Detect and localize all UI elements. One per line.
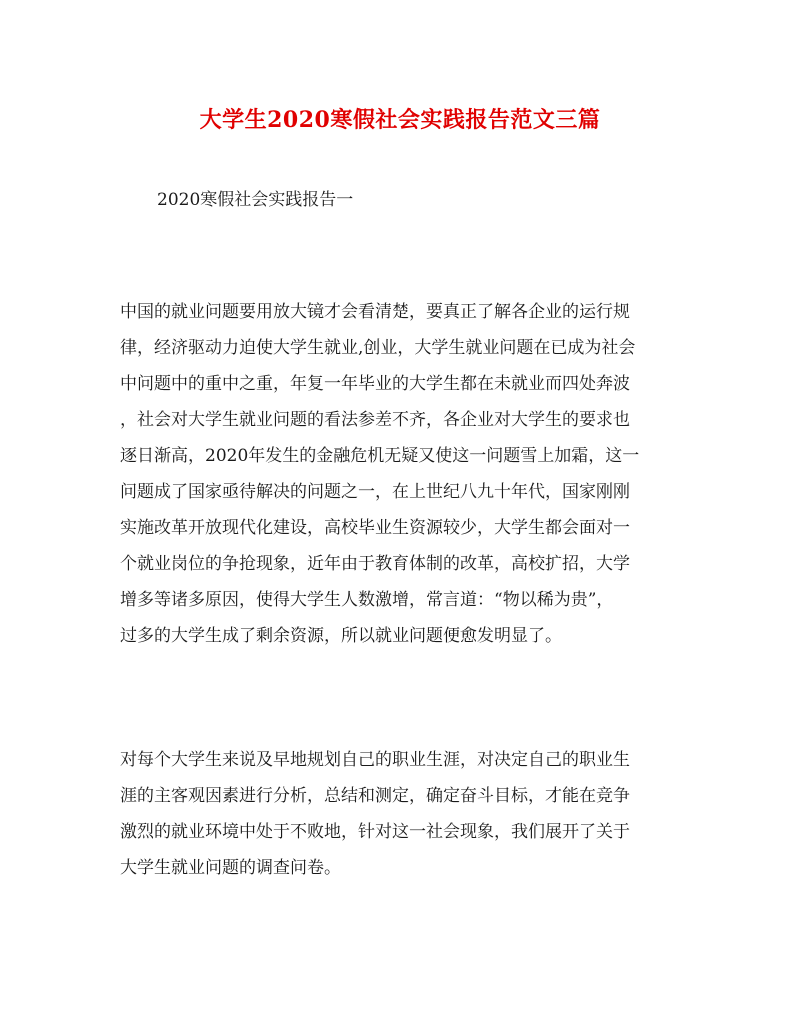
text-line: ，社会对大学生就业问题的看法参差不齐，各企业对大学生的要求也: [120, 410, 630, 430]
text-line: 中国的就业问题要用放大镜才会看清楚，要真正了解各企业的运行规: [120, 302, 630, 322]
text-line: 个就业岗位的争抢现象，近年由于教育体制的改革，高校扩招，大学: [120, 554, 630, 574]
paragraph-2: [120, 742, 680, 886]
text-line: 实施改革开放现代化建设，高校毕业生资源较少，大学生都会面对一: [120, 518, 630, 538]
text-line: 涯的主客观因素进行分析，总结和测定，确定奋斗目标，才能在竞争: [120, 786, 630, 806]
text-line: 过多的大学生成了剩余资源，所以就业问题便愈发明显了。: [120, 626, 562, 646]
section-heading: 2020寒假社会实践报告一: [157, 190, 354, 210]
document-title: 大学生2020寒假社会实践报告范文三篇: [199, 107, 601, 133]
text-line: 激烈的就业环境中处于不败地，针对这一社会现象，我们展开了关于: [120, 822, 630, 842]
text-line: 律，经济驱动力迫使大学生就业,创业，大学生就业问题在已成为社会: [120, 338, 636, 358]
text-line: 中问题中的重中之重，年复一年毕业的大学生都在未就业而四处奔波: [120, 374, 630, 394]
text-line: 问题成了国家亟待解决的问题之一，在上世纪八九十年代，国家刚刚: [120, 482, 630, 502]
text-line: 逐日渐高，2020年发生的金融危机无疑又使这一问题雪上加霜，这一: [120, 446, 640, 466]
text-line: 对每个大学生来说及早地规划自己的职业生涯，对决定自己的职业生: [120, 750, 630, 770]
text-line: 大学生就业问题的调查问卷。: [120, 858, 341, 878]
text-line: 增多等诸多原因，使得大学生人数激增，常言道：“物以稀为贵”，: [120, 590, 614, 610]
paragraph-1: [120, 294, 680, 654]
